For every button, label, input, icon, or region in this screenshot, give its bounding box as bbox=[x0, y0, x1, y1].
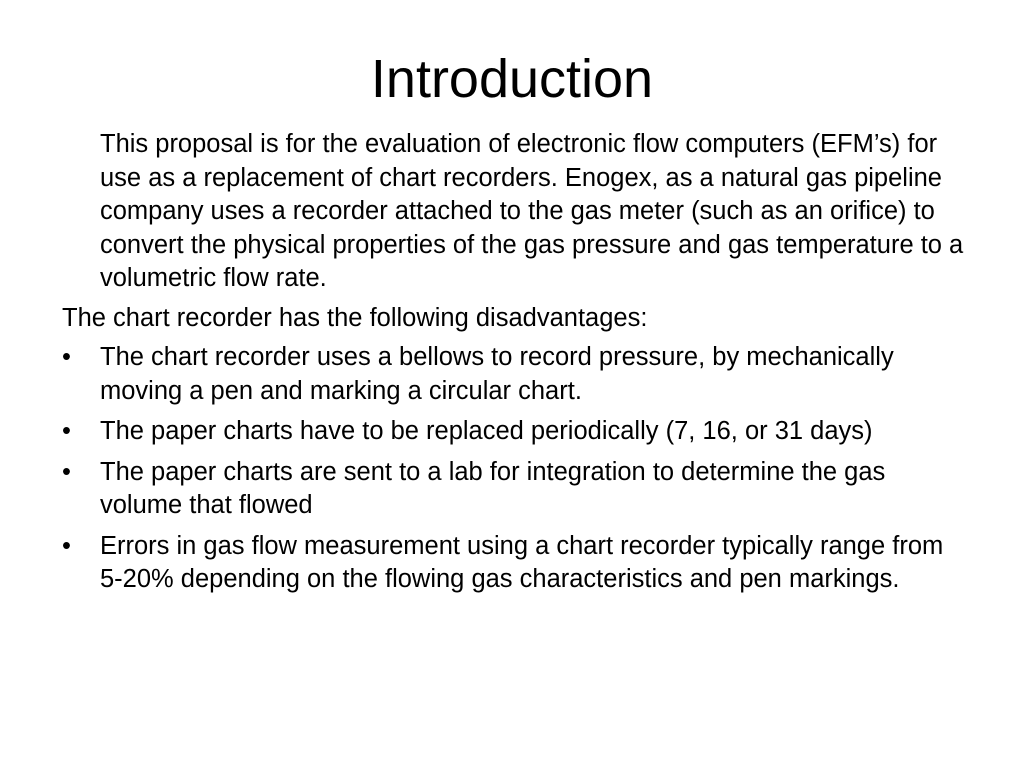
bullet-icon: • bbox=[62, 531, 71, 560]
list-item-text: The paper charts are sent to a lab for integration to determine the gas volume that flowed bbox=[100, 457, 886, 519]
list-item bbox=[62, 456, 972, 523]
disadvantages-list bbox=[62, 341, 972, 597]
slide-title: Introduction bbox=[370, 49, 654, 109]
list-item bbox=[62, 530, 972, 597]
slide-body bbox=[62, 128, 972, 604]
intro-paragraph: This proposal is for the evaluation of electronic flow computers (EFM’s) for use as a replacement of chart recorders. Enogex, as a natural gas pipeline company uses a recorder attached to the gas meter (such as an orifice) to convert the physical properties of the gas pressure and gas temperature to a volumetric flow rate. bbox=[100, 130, 964, 292]
bullet-icon: • bbox=[62, 343, 71, 371]
bullet-icon: • bbox=[62, 457, 71, 486]
list-item-text: The chart recorder uses a bellows to record pressure, by mechanically moving a pen and marking a circular chart. bbox=[100, 343, 894, 405]
list-item-text: The paper charts have to be replaced periodically (7, 16, or 31 days) bbox=[100, 417, 873, 445]
list-item-text: Errors in gas flow measurement using a chart recorder typically range from 5-20% depending on the flowing gas characteristics and pen markings. bbox=[100, 531, 944, 593]
bullet-icon: • bbox=[62, 417, 71, 445]
lead-in-text: The chart recorder has the following disadvantages: bbox=[62, 303, 648, 332]
list-item bbox=[62, 341, 972, 408]
list-item bbox=[62, 415, 972, 449]
